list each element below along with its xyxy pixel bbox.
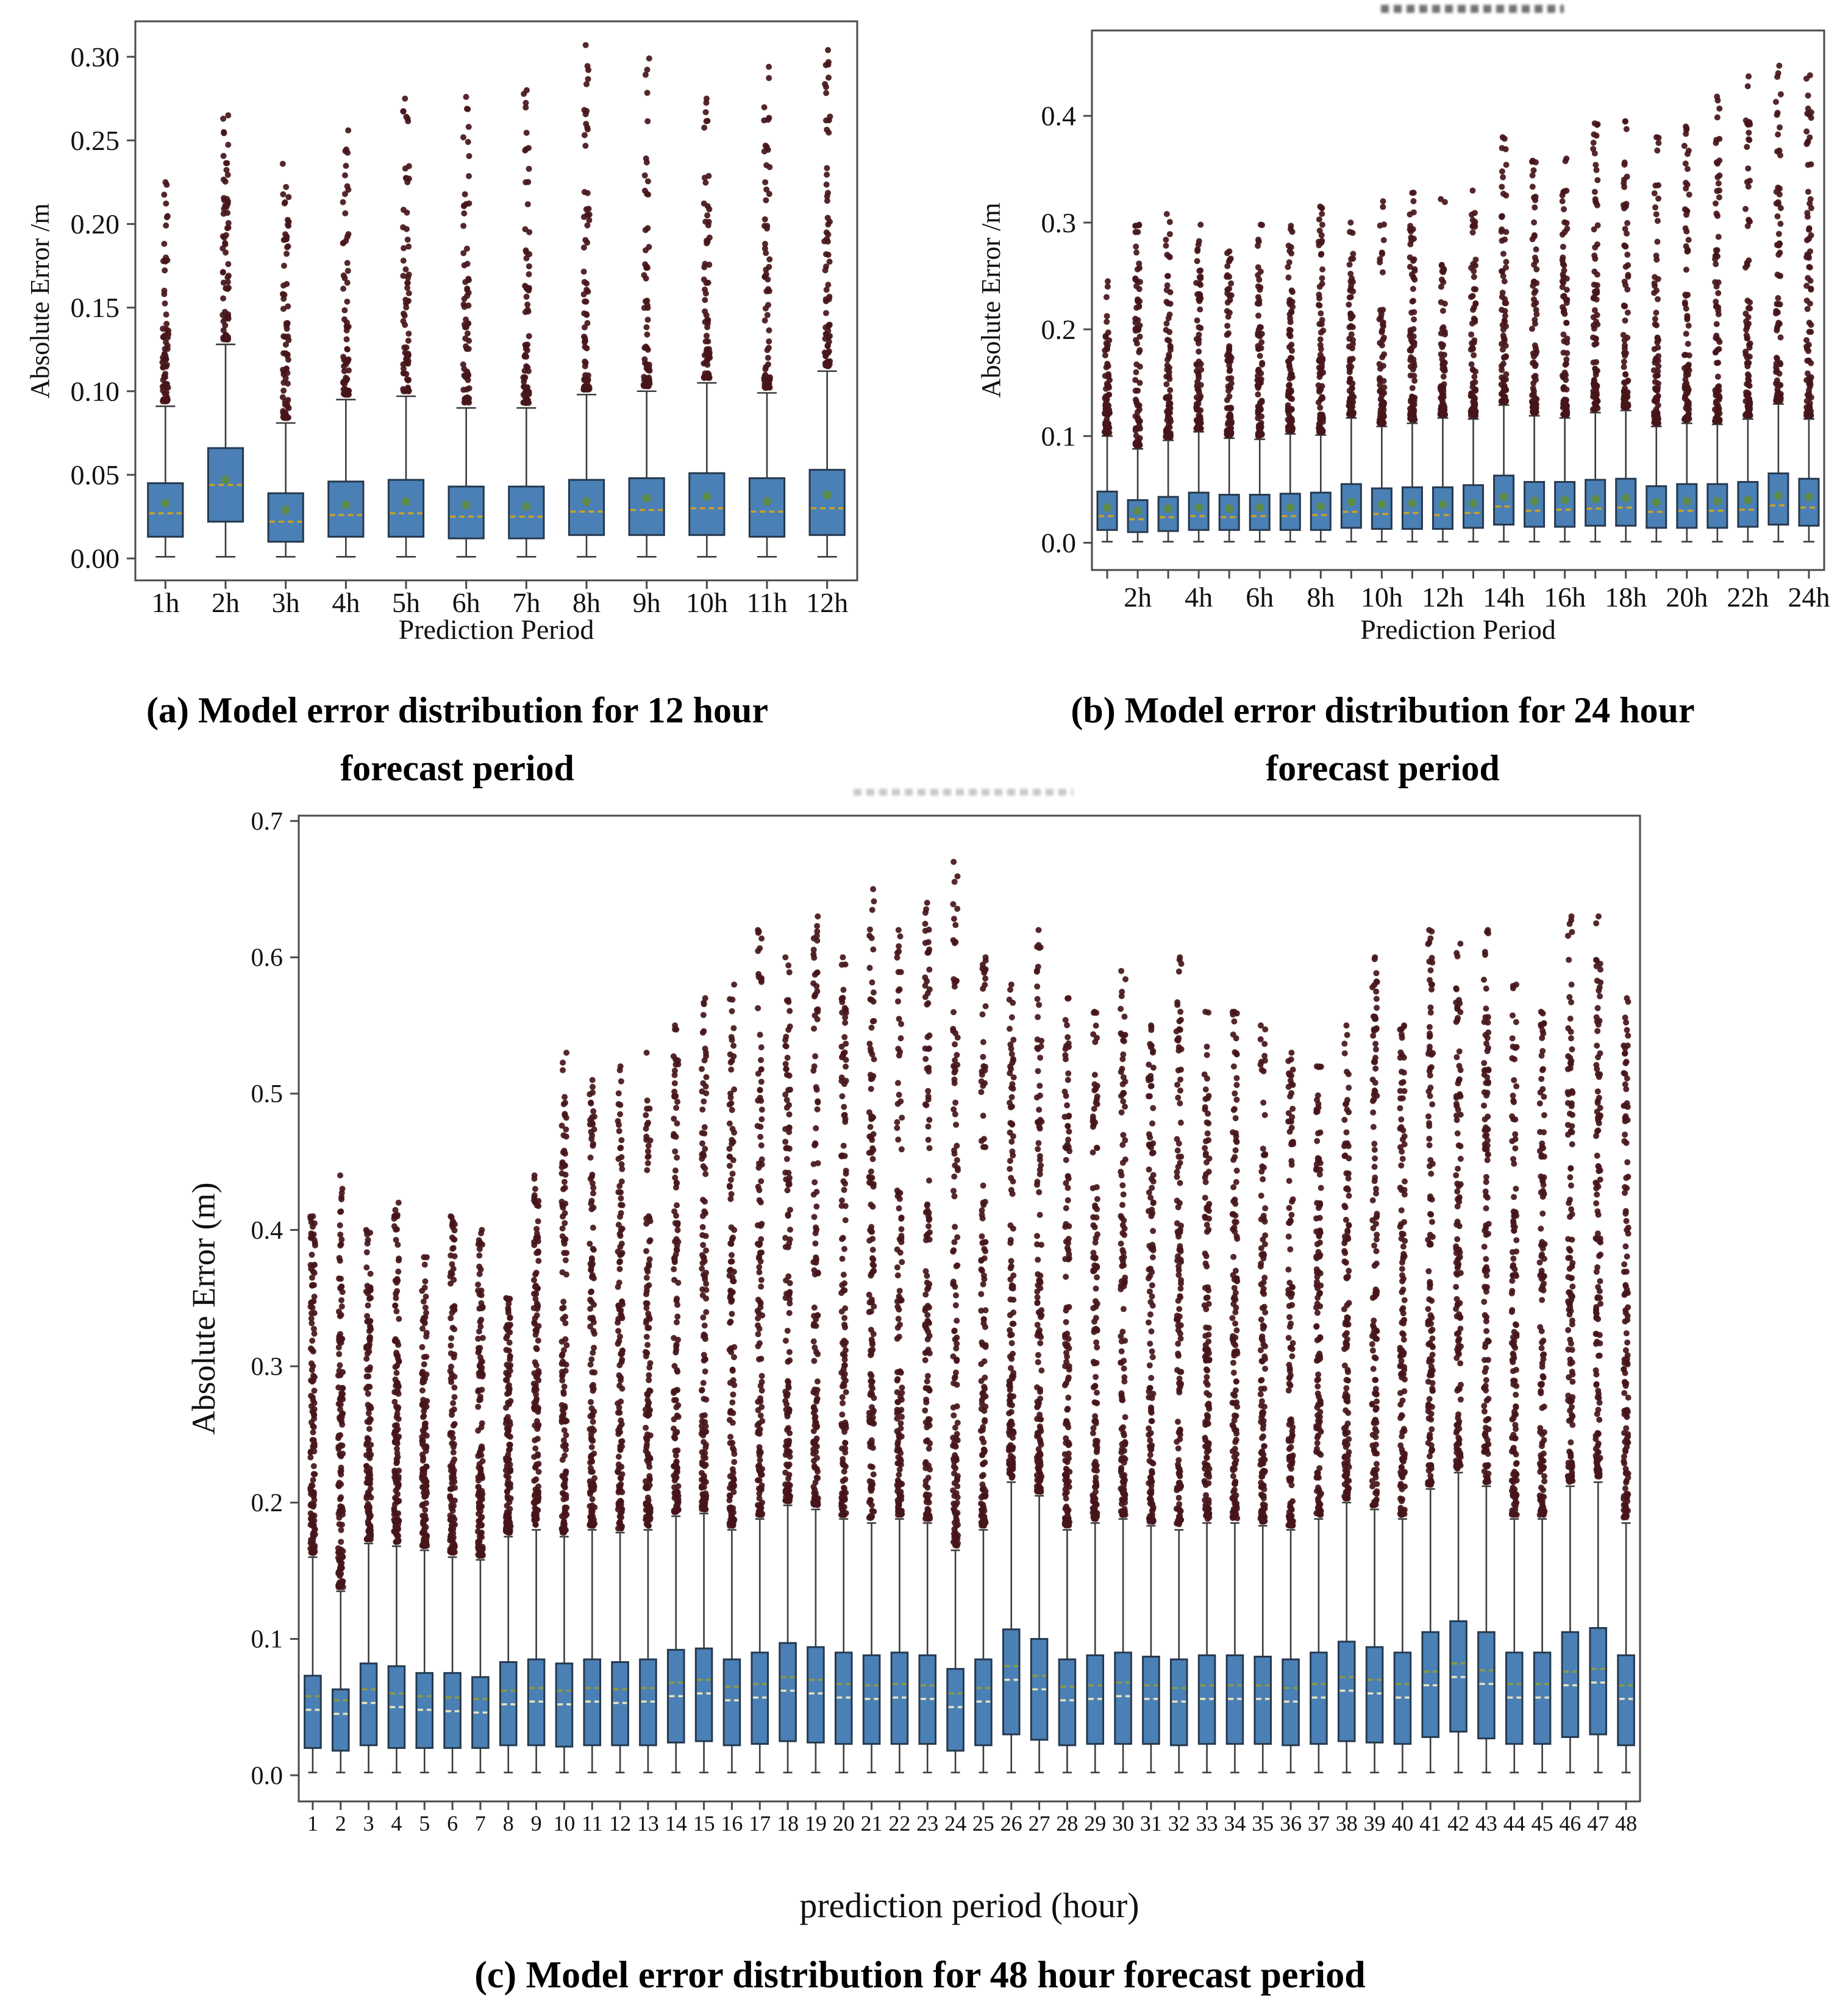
svg-text:4h: 4h (332, 587, 360, 618)
svg-text:3: 3 (363, 1811, 374, 1836)
svg-text:0.0: 0.0 (251, 1762, 283, 1790)
svg-text:0.4: 0.4 (251, 1216, 283, 1245)
caption-panel-a (18, 682, 896, 797)
cropped-text-artifact-b (1381, 5, 1564, 13)
svg-text:0.5: 0.5 (251, 1080, 283, 1109)
caption-panel-c (0, 1946, 1840, 2006)
svg-text:0.05: 0.05 (70, 459, 119, 491)
boxplot-chart-12h (0, 0, 915, 658)
svg-text:8h: 8h (572, 587, 601, 618)
boxplot-chart-48h (0, 786, 1840, 1945)
svg-text:10h: 10h (1360, 582, 1403, 613)
caption-b-text: (b) Model error distribution for 24 hour forecast period (1071, 690, 1695, 788)
svg-text:9h: 9h (632, 587, 661, 618)
svg-text:0.3: 0.3 (1041, 207, 1076, 238)
svg-text:0.00: 0.00 (70, 543, 119, 574)
svg-text:13: 13 (637, 1811, 659, 1836)
svg-text:Prediction Period: Prediction Period (398, 614, 594, 645)
svg-text:4: 4 (391, 1811, 402, 1836)
svg-text:1h: 1h (151, 587, 180, 618)
svg-text:0.2: 0.2 (251, 1489, 283, 1518)
svg-text:14h: 14h (1483, 582, 1525, 613)
svg-text:0.30: 0.30 (70, 41, 119, 73)
svg-text:0.6: 0.6 (251, 944, 283, 972)
svg-text:Absolute Error /m: Absolute Error /m (25, 203, 55, 399)
caption-panel-b (944, 682, 1822, 797)
svg-text:Absolute Error (m): Absolute Error (m) (185, 1182, 222, 1435)
svg-text:0.1: 0.1 (1041, 420, 1076, 452)
svg-text:2h: 2h (212, 587, 240, 618)
svg-text:0.1: 0.1 (251, 1625, 283, 1654)
svg-text:0.4: 0.4 (1041, 100, 1076, 132)
svg-text:2h: 2h (1124, 582, 1152, 613)
svg-text:0.10: 0.10 (70, 376, 119, 407)
svg-text:5h: 5h (392, 587, 420, 618)
svg-text:6h: 6h (452, 587, 480, 618)
svg-text:4h: 4h (1185, 582, 1213, 613)
svg-text:10: 10 (553, 1811, 576, 1836)
svg-text:8h: 8h (1307, 582, 1335, 613)
svg-text:0.25: 0.25 (70, 124, 119, 156)
caption-c-text: (c) Model error distribution for 48 hour forecast period (474, 1954, 1366, 1996)
boxplot-chart-24h (915, 0, 1840, 658)
svg-text:Prediction Period: Prediction Period (1360, 614, 1556, 645)
svg-text:24h: 24h (1788, 582, 1830, 613)
svg-text:8: 8 (502, 1811, 514, 1836)
svg-text:prediction period (hour): prediction period (hour) (799, 1886, 1139, 1925)
svg-text:0.7: 0.7 (251, 808, 283, 836)
svg-text:1: 1 (307, 1811, 318, 1836)
svg-text:12: 12 (609, 1811, 632, 1836)
svg-text:0.2: 0.2 (1041, 313, 1076, 345)
svg-text:12h: 12h (806, 587, 849, 618)
svg-text:20h: 20h (1666, 582, 1708, 613)
svg-text:9: 9 (530, 1811, 542, 1836)
svg-text:7h: 7h (512, 587, 541, 618)
svg-text:7: 7 (474, 1811, 486, 1836)
svg-text:6: 6 (447, 1811, 458, 1836)
svg-text:11: 11 (581, 1811, 603, 1836)
svg-text:Absolute Error /m: Absolute Error /m (976, 202, 1006, 398)
svg-text:6h: 6h (1246, 582, 1274, 613)
svg-text:16h: 16h (1544, 582, 1586, 613)
svg-text:5: 5 (419, 1811, 430, 1836)
svg-text:22h: 22h (1727, 582, 1769, 613)
svg-text:18h: 18h (1605, 582, 1647, 613)
svg-text:0.20: 0.20 (70, 208, 119, 240)
caption-a-text: (a) Model error distribution for 12 hour forecast period (146, 690, 768, 788)
svg-text:0.3: 0.3 (251, 1353, 283, 1381)
svg-text:2: 2 (335, 1811, 346, 1836)
svg-text:0.0: 0.0 (1041, 527, 1076, 558)
svg-text:12h: 12h (1421, 582, 1464, 613)
svg-text:10h: 10h (685, 587, 728, 618)
svg-text:11h: 11h (746, 587, 788, 618)
svg-text:0.15: 0.15 (70, 292, 119, 324)
svg-text:3h: 3h (271, 587, 300, 618)
